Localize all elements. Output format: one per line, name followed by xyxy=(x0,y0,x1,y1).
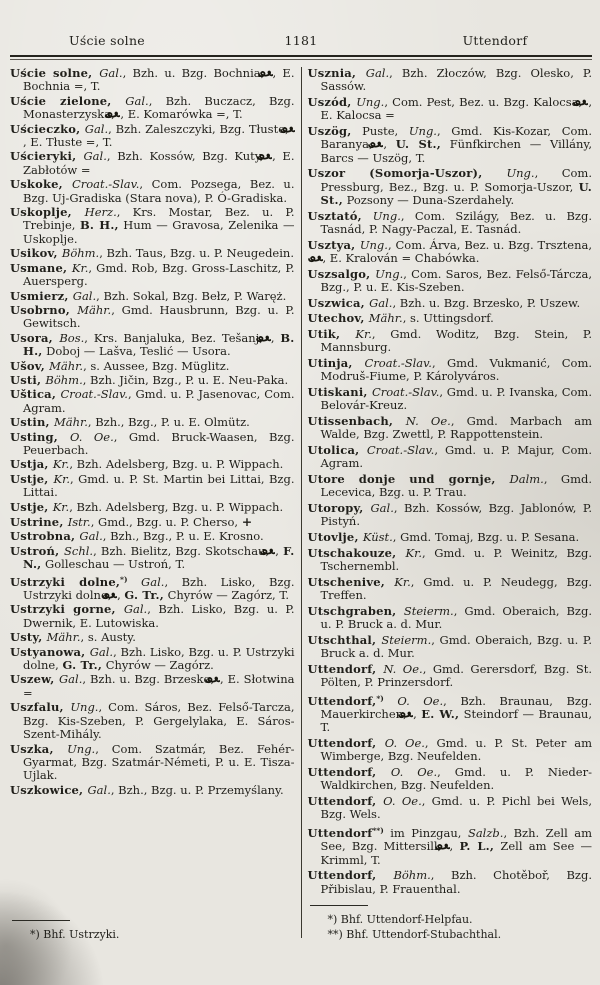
region-abbreviation: Croat.-Slav. xyxy=(364,356,432,370)
entry-text: , E. Zabłotów = xyxy=(23,149,295,177)
entry-text: , s. Aussee, Bzg. Müglitz. xyxy=(83,358,230,373)
place-name: Usmane, xyxy=(10,260,72,275)
entry-text: , Bzh. Adelsberg, Bzg. u. P. Wippach. xyxy=(69,457,284,472)
region-abbreviation: Croat.-Slav. xyxy=(371,385,440,399)
place-name: Utik, xyxy=(307,327,356,341)
gazetteer-entry xyxy=(10,178,295,205)
place-name: Utoropy, xyxy=(307,501,371,515)
gazetteer-entry xyxy=(10,603,295,630)
gazetteer-entry xyxy=(308,663,593,690)
gazetteer-entry xyxy=(10,573,295,603)
footnote-marker: *) xyxy=(120,574,128,584)
place-name: Uszka, xyxy=(10,741,68,756)
entry-text: , Krs. Banjaluka, Bez. Tešanj, xyxy=(84,330,269,345)
gazetteer-entry xyxy=(10,743,295,783)
entry-text: , Bzh. Jičin, Bzg., P. u. E. Neu-Paka. xyxy=(82,372,289,387)
gazetteer-entry xyxy=(308,692,593,735)
entry-text: , Gmd. Oberaich, Bzg. u. P. Bruck a. d. Mur. xyxy=(320,603,592,631)
right-column xyxy=(308,65,593,960)
entry-text: , E. Bochnia =, T. xyxy=(23,66,295,94)
region-abbreviation: Ung. xyxy=(408,124,437,138)
gazetteer-entry xyxy=(10,388,295,415)
entry-text: , Bzh. u. Bzg. Bochnia, xyxy=(122,66,271,80)
region-abbreviation: Dalm. xyxy=(509,472,544,486)
entry-text: Hum — Gravosa, Zelenika — Uskoplje. xyxy=(23,218,295,246)
region-abbreviation: Böhm. xyxy=(393,868,431,883)
gazetteer-entry xyxy=(10,67,295,94)
entry-text: , Krs. Mostar, Bez. u. P. Trebinje, xyxy=(23,205,295,233)
gazetteer-entry xyxy=(308,795,593,822)
gazetteer-entry xyxy=(10,545,295,572)
right-column-entries xyxy=(308,65,593,898)
entry-text: , Gmd. Gerersdorf, Bzg. St. Pölten, P. Prinzersdorf. xyxy=(320,661,593,689)
entry-text: , Bzh. Kossów, Bzg. Kuty, xyxy=(106,149,271,164)
place-name: Utissenbach, xyxy=(307,414,406,428)
place-name: Usting, xyxy=(10,429,70,444)
entry-text: , Gmd. Oberaich, Bzg. u. P. Bruck a. d. Mur. xyxy=(320,632,592,660)
left-footnote-block xyxy=(10,920,295,960)
place-name: Uttendorf xyxy=(307,826,373,840)
place-name: Usztya, xyxy=(307,237,360,252)
right-footnotes xyxy=(308,912,593,942)
region-abbreviation: Kr. xyxy=(355,327,372,341)
place-name: Uścieczko, xyxy=(10,121,85,136)
gazetteer-entry xyxy=(10,673,295,700)
entry-text: , Bzh. Bielitz, Bzg. Skotschau, xyxy=(93,543,274,558)
entry-text: , Bzh. Braunau, Bzg. Mauerkirchen, xyxy=(320,693,593,721)
gazetteer-entry xyxy=(10,360,295,373)
left-footnotes xyxy=(10,927,295,942)
region-abbreviation: Croat.-Slav. xyxy=(71,177,140,192)
region-abbreviation: Ung. xyxy=(375,266,404,281)
place-name: Ustrine, xyxy=(10,515,68,529)
region-abbreviation: Gal. xyxy=(79,529,103,544)
entry-text: , Gmd. u. P. Ivanska, Com. Belovár-Kreuz. xyxy=(320,385,592,413)
gazetteer-entry xyxy=(10,290,295,303)
column-divider xyxy=(301,67,302,938)
region-abbreviation: Ung. xyxy=(67,741,96,756)
place-name: Usznia, xyxy=(307,66,366,80)
entry-text: , Bzh. Taus, Bzg. u. P. Neugedein. xyxy=(99,246,294,261)
gazetteer-entry xyxy=(10,123,295,150)
entry-text: , Gmd. u. P. Neudegg, Bzg. Treffen. xyxy=(320,574,592,602)
entry-text: , Gmd. Hausbrunn, Bzg. u. P. Gewitsch. xyxy=(23,302,295,331)
bold-abbreviation: B. H., xyxy=(80,218,119,233)
footnote: *) Bhf. Ustrzyki. xyxy=(30,928,120,941)
footnote: **) Bhf. Uttendorf-Stubachthal. xyxy=(327,928,502,941)
region-abbreviation: Gal. xyxy=(83,149,107,164)
region-abbreviation: Kr. xyxy=(52,457,70,472)
region-abbreviation: Croat.-Slav. xyxy=(366,443,435,457)
gazetteer-entry xyxy=(308,473,593,500)
gazetteer-entry xyxy=(10,458,295,471)
entry-text: , Bzh., Bzg. u. P. Przemyślany. xyxy=(110,782,284,797)
place-name: Usty, xyxy=(10,630,47,645)
entry-text: , Bzh. Sokal, Bzg. Bełz, P. Waręż. xyxy=(96,288,287,303)
entry-text: , Gmd. Marbach am Walde, Bzg. Zwettl, P. Rappottenstein. xyxy=(320,414,592,442)
left-column xyxy=(10,65,295,960)
place-name: Ustja, xyxy=(10,457,53,472)
region-abbreviation: Gal. xyxy=(84,121,109,136)
gazetteer-entry xyxy=(308,531,593,544)
gazetteer-entry xyxy=(308,634,593,661)
gazetteer-entry xyxy=(308,167,593,207)
entry-text: , Bzh. Buczacz, Bzg. Monasterzyska, xyxy=(23,93,295,122)
entry-text: , Com. Pest, Bez. u. Bzg. Kalocsa, xyxy=(384,95,587,109)
gazetteer-entry xyxy=(10,501,295,514)
entry-text: , E. Kalocsa = xyxy=(320,95,592,123)
region-abbreviation: Herz. xyxy=(84,205,117,220)
entry-text: , Bzh. Kossów, Bzg. Jablonów, P. Pistyń. xyxy=(320,501,592,529)
region-abbreviation: Salzb. xyxy=(467,826,504,840)
entry-text: , Bzh. Złoczów, Bzg. Olesko, P. Sassów. xyxy=(320,66,592,94)
gazetteer-entry xyxy=(308,67,593,94)
place-name: Uszkowice, xyxy=(10,782,88,797)
region-abbreviation: Bos. xyxy=(59,330,85,345)
place-name: Uttendorf, xyxy=(307,661,384,676)
right-footnote-block xyxy=(308,905,593,960)
entry-text: im Pinzgau, xyxy=(383,826,468,840)
gazetteer-entry xyxy=(308,386,593,413)
entry-text: , Gmd., Bzg. u. P. Cherso, xyxy=(90,515,242,529)
gazetteer-entry xyxy=(10,784,295,797)
place-name: Utschgraben, xyxy=(307,603,404,618)
place-name: Uttendorf, xyxy=(307,736,385,750)
gazetteer-entry xyxy=(10,206,295,246)
region-abbreviation: Ung. xyxy=(70,700,99,715)
entry-text: , Gmd. Tomaj, Bzg. u. P. Sesana. xyxy=(392,530,580,544)
place-name: Usmierz, xyxy=(10,288,73,303)
region-abbreviation: Kr. xyxy=(53,471,70,486)
entry-text: Pozsony — Duna-Szerdahely. xyxy=(342,193,515,208)
entry-text: , E. Komarówka =, T. xyxy=(120,107,243,122)
entry-text: , Com. Saros, Bez. Felső-Tárcza, Bzg., P. u. E. Kis-Szeben. xyxy=(320,266,592,295)
gazetteer-entry xyxy=(308,444,593,471)
region-abbreviation: Gal. xyxy=(369,295,393,310)
bold-abbreviation: B. H., xyxy=(23,330,295,359)
bold-abbreviation: G. Tr., xyxy=(124,588,164,603)
entry-text: Steindorf — Braunau, T. xyxy=(320,707,592,735)
region-abbreviation: Kr. xyxy=(394,574,411,589)
entry-text: , xyxy=(413,707,422,721)
two-column-body xyxy=(0,60,600,960)
place-name: Uszód, xyxy=(307,95,357,109)
place-name: Uszor (Somorja-Uszor), xyxy=(307,166,507,181)
region-abbreviation: Mähr. xyxy=(77,302,112,317)
entry-text xyxy=(128,575,142,589)
gazetteer-entry xyxy=(308,502,593,529)
entry-text: , Gmd. Vukmanić, Com. Modruš-Fiume, P. Károlyváros. xyxy=(320,356,593,384)
region-abbreviation: Böhm. xyxy=(45,372,83,387)
place-name: Utschakouze, xyxy=(307,545,406,560)
region-abbreviation: Gal. xyxy=(58,672,83,687)
place-name: Utinja, xyxy=(307,356,365,370)
place-name: Uttendorf, xyxy=(307,868,394,883)
entry-text: , s. Uttingsdorf. xyxy=(402,311,494,326)
place-name: Utolica, xyxy=(307,443,367,457)
entry-text: , Gmd. Bruck-Waasen, Bzg. Peuerbach. xyxy=(23,429,295,457)
place-name: Utore donje und gornje, xyxy=(307,472,510,486)
region-abbreviation: Gal. xyxy=(123,602,148,617)
footnote-rule xyxy=(12,920,70,921)
entry-text: Golleschau — Ustroń, T. xyxy=(41,557,186,572)
region-abbreviation: Mähr. xyxy=(53,415,88,430)
region-abbreviation: Kr. xyxy=(405,545,422,560)
gazetteer-entry xyxy=(308,328,593,355)
gazetteer-entry xyxy=(308,415,593,442)
place-name: Utiskani, xyxy=(307,385,372,399)
region-abbreviation: Gal. xyxy=(370,501,394,515)
entry-text: , Gmd. u. P. St. Peter am Wimberge, Bzg. Neufelden. xyxy=(320,736,592,764)
region-abbreviation: Gal. xyxy=(99,66,123,80)
region-abbreviation: Gal. xyxy=(125,93,149,108)
place-name: Uszsalgo, xyxy=(307,266,376,281)
region-abbreviation: O. Oe. xyxy=(384,736,425,750)
entry-text: , Bzh. Zaleszczyki, Bzg. Tłuste, xyxy=(108,121,293,136)
entry-text: , E. Kralován = Chabówka. xyxy=(322,251,480,266)
region-abbreviation: O. Oe. xyxy=(69,429,114,444)
place-name: Uście zielone, xyxy=(10,93,126,108)
bold-abbreviation: P. L., xyxy=(459,839,495,854)
place-name: Ustje, xyxy=(10,471,54,486)
region-abbreviation: Kr. xyxy=(52,499,70,514)
entry-text: , xyxy=(270,330,281,345)
gazetteer-entry xyxy=(10,646,295,673)
place-name: Usobrno, xyxy=(10,302,78,317)
place-name: Uszfalu, xyxy=(10,700,71,715)
region-abbreviation: Gal. xyxy=(365,66,390,80)
gazetteer-entry xyxy=(308,210,593,237)
entry-text: , xyxy=(275,543,284,558)
gazetteer-entry xyxy=(308,125,593,165)
region-abbreviation: Küst. xyxy=(362,530,393,544)
entry-text: Fünfkirchen — Villány, Barcs — Uszög, T. xyxy=(320,137,593,165)
region-abbreviation: Croat.-Slav. xyxy=(60,387,128,402)
place-name: Ustrobna, xyxy=(10,529,80,544)
gazetteer-entry xyxy=(10,247,295,260)
entry-text: , Gmd. Rob, Bzg. Gross-Laschitz, P. Auersperg. xyxy=(23,260,295,289)
entry-text: , Gmd. Kis-Kozar, Com. Baranya, xyxy=(320,124,592,152)
entry-text: , Bzh. u. Bzg. Brzesko, xyxy=(82,672,219,687)
place-name: Ustroń, xyxy=(10,543,65,558)
entry-text: , Gmd. u. P. Nieder-Waldkirchen, Bzg. Neufelden. xyxy=(320,765,592,793)
gazetteer-entry xyxy=(10,304,295,331)
place-name: Uštica, xyxy=(10,387,61,402)
gazetteer-entry xyxy=(308,576,593,603)
footnote: *) Bhf. Uttendorf-Helpfau. xyxy=(327,913,473,926)
place-name: Utschenive, xyxy=(307,574,395,589)
gazetteer-entry xyxy=(308,268,593,295)
gazetteer-entry xyxy=(308,312,593,325)
gazetteer-entry xyxy=(10,473,295,500)
region-abbreviation: Istr. xyxy=(67,515,91,529)
place-name: Usti, xyxy=(10,372,46,387)
place-name: Uttendorf, xyxy=(307,765,391,779)
footnote-marker: **) xyxy=(372,826,384,835)
entry-text: , Com. Sáros, Bez. Felső-Tarcza, Bzg. Kis-Szeben, P. Gergelylaka, E. Sáros-Szent-Mihály. xyxy=(23,700,295,742)
bold-abbreviation: U. St., xyxy=(320,179,592,208)
running-head-left: Uście solne xyxy=(68,33,145,48)
gazetteer-entry xyxy=(10,95,295,122)
gazetteer-entry xyxy=(10,332,295,359)
entry-text: , xyxy=(117,588,125,603)
region-abbreviation: Gal. xyxy=(89,644,114,659)
entry-text: , Bzh., Bzg., P. u. E. Krosno. xyxy=(102,529,264,544)
entry-text: , E. Tłuste =, T. xyxy=(23,135,113,150)
entry-text: , Com. Pozsega, Bez. u. Bzg. Uj-Gradiska (Stara nova), P. Ó-Gradiska. xyxy=(23,177,295,205)
region-abbreviation: Mähr. xyxy=(46,630,81,645)
entry-text: , Com. Szatmár, Bez. Fehér-Gyarmat, Bzg. Szatmár-Németi, P. u. E. Tisza-Ujlak. xyxy=(23,741,295,783)
entry-text xyxy=(384,694,398,708)
bold-abbreviation: U. St., xyxy=(395,137,441,152)
gazetteer-entry xyxy=(10,150,295,177)
place-name: Ustin, xyxy=(10,415,54,430)
entry-text: , Bzh. Lisko, Bzg. u. P. Dwernik, E. Lutowiska. xyxy=(23,602,295,630)
region-abbreviation: Schl. xyxy=(64,543,94,558)
running-head-right: Uttendorf xyxy=(462,33,528,48)
page-number: 1181 xyxy=(284,33,318,48)
place-name: Utechov, xyxy=(307,311,369,326)
place-name: Uskoplje, xyxy=(10,205,85,220)
region-abbreviation: Ung. xyxy=(356,95,385,109)
entry-text: , Gmd. u. P. Pichl bei Wels, Bzg. Wels. xyxy=(320,794,592,822)
entry-text: , Gmd. u. P. Majur, Com. Agram. xyxy=(320,443,592,471)
entry-text: , Com. Pressburg, Bez., Bzg. u. P. Somorja-Uszor, xyxy=(320,166,592,194)
gazetteer-entry xyxy=(10,416,295,429)
gazetteer-entry xyxy=(308,547,593,574)
running-header xyxy=(0,0,600,55)
place-name: Usora, xyxy=(10,330,60,345)
place-name: Uttendorf, xyxy=(307,794,384,808)
gazetteer-entry xyxy=(10,431,295,458)
entry-text: , Gmd. Woditz, Bzg. Stein, P. Mannsburg. xyxy=(320,327,592,355)
region-abbreviation: Steierm. xyxy=(381,632,432,647)
gazetteer-entry xyxy=(308,297,593,310)
region-abbreviation: Kr. xyxy=(71,260,89,275)
entry-text: , Bzh. Lisko, Bzg. Ustrzyki dolne, xyxy=(23,574,295,603)
gazetteer-entry xyxy=(10,530,295,543)
gazetteer-entry xyxy=(308,357,593,384)
place-name: Ušov, xyxy=(10,358,50,373)
entry-text: , Bzh. Zell am See, Bzg. Mittersill, xyxy=(320,826,592,854)
gazetteer-entry xyxy=(308,737,593,764)
place-name: Uścieryki, xyxy=(10,149,84,164)
place-name: Uszög, xyxy=(307,124,352,138)
entry-text: , xyxy=(383,137,396,152)
entry-text: , Gmd. u. P. St. Martin bei Littai, Bzg. Littai. xyxy=(23,471,295,500)
place-name: Uskoke, xyxy=(10,177,72,192)
gazetteer-entry xyxy=(308,239,593,266)
region-abbreviation: Mähr. xyxy=(49,358,84,373)
region-abbreviation: Ung. xyxy=(359,237,388,252)
entry-text: , Bzh. u. Bzg. Brzesko, P. Uszew. xyxy=(392,295,581,310)
entry-text: , Gmd. Lecevica, Bzg. u. P. Trau. xyxy=(320,472,592,500)
place-name: Uście solne, xyxy=(10,66,100,80)
region-abbreviation: Gal. xyxy=(141,574,165,589)
entry-text: , s. Austy. xyxy=(80,630,136,645)
bold-abbreviation: G. Tr., xyxy=(62,658,103,673)
place-name: Uszew, xyxy=(10,672,59,687)
posthorn-icon xyxy=(293,126,295,134)
entry-text: Chyrów — Zagórz. xyxy=(102,658,214,673)
entry-text: Zell am See — Krimml, T. xyxy=(320,839,593,867)
footnote-rule xyxy=(310,905,368,906)
entry-text: , Com. Szilágy, Bez. u. Bzg. Tasnád, P. Nagy-Paczal, E. Tasnád. xyxy=(320,208,592,237)
gazetteer-entry xyxy=(308,605,593,632)
left-column-entries xyxy=(10,65,295,798)
footnote-marker: *) xyxy=(376,693,384,703)
entry-text: , Gmd. u. P. Weinitz, Bzg. Tschernembl. xyxy=(320,545,592,573)
entry-text: , Gmd. u. P. Jasenovac, Com. Agram. xyxy=(23,387,295,415)
region-abbreviation: N. Oe. xyxy=(405,414,451,428)
entry-text: , E. Słotwina = xyxy=(23,672,295,700)
place-name: Uttendorf, xyxy=(307,693,377,708)
entry-text: , Com. Árva, Bez. u. Bzg. Trsztena, xyxy=(387,237,592,252)
region-abbreviation: O. Oe. xyxy=(383,794,422,808)
gazetteer-entry xyxy=(10,515,295,529)
entry-text: , Bzh. Chotěboř, Bzg. Přibislau, P. Frauenthal. xyxy=(320,868,592,896)
place-name: Ustrzyki dolne, xyxy=(10,574,121,589)
region-abbreviation: Steierm. xyxy=(403,603,454,618)
place-name: Usikov, xyxy=(10,246,62,261)
place-name: Ustje, xyxy=(10,499,53,514)
place-name: Utschthal, xyxy=(307,632,382,647)
place-name: Ustyanowa, xyxy=(10,644,90,659)
gazetteer-entry xyxy=(10,262,295,289)
entry-text: Doboj — Lašva, Teslić — Usora. xyxy=(42,344,231,359)
region-abbreviation: O. Oe. xyxy=(390,765,438,779)
bold-abbreviation: E. W., xyxy=(421,707,460,721)
gazetteer-entry xyxy=(10,631,295,644)
entry-text: , Bzh. Lisko, Bzg. u. P. Ustrzyki dolne, xyxy=(23,644,295,673)
region-abbreviation: O. Oe. xyxy=(397,693,444,708)
region-abbreviation: Gal. xyxy=(72,288,97,303)
place-name: Utovlje, xyxy=(307,530,363,544)
bold-abbreviation: F. N., xyxy=(23,543,295,572)
gazetteer-entry xyxy=(308,824,593,867)
gazetteer-entry xyxy=(10,701,295,741)
region-abbreviation: Ung. xyxy=(506,166,535,181)
gazetteer-entry xyxy=(10,374,295,387)
region-abbreviation: Ung. xyxy=(372,208,401,223)
region-abbreviation: Gal. xyxy=(87,782,111,797)
region-abbreviation: N. Oe. xyxy=(383,661,423,676)
region-abbreviation: Böhm. xyxy=(61,246,100,261)
entry-text: , Bzh. Adelsberg, Bzg. u. P. Wippach. xyxy=(69,499,284,514)
gazetteer-entry xyxy=(308,766,593,793)
entry-text: Chyrów — Zagórz, T. xyxy=(163,588,290,603)
entry-text: Puste, xyxy=(351,124,409,138)
gazetteer-entry xyxy=(308,869,593,896)
place-name: Uszwica, xyxy=(307,295,370,310)
region-abbreviation: Mähr. xyxy=(368,311,403,326)
gazetteer-entry xyxy=(308,96,593,123)
entry-text: , xyxy=(449,839,460,854)
place-name: Ustrzyki gorne, xyxy=(10,602,124,617)
cross-symbol: + xyxy=(241,514,253,529)
place-name: Usztató, xyxy=(307,208,373,223)
entry-text: , Bzh., Bzg., P. u. E. Olmütz. xyxy=(87,415,250,430)
